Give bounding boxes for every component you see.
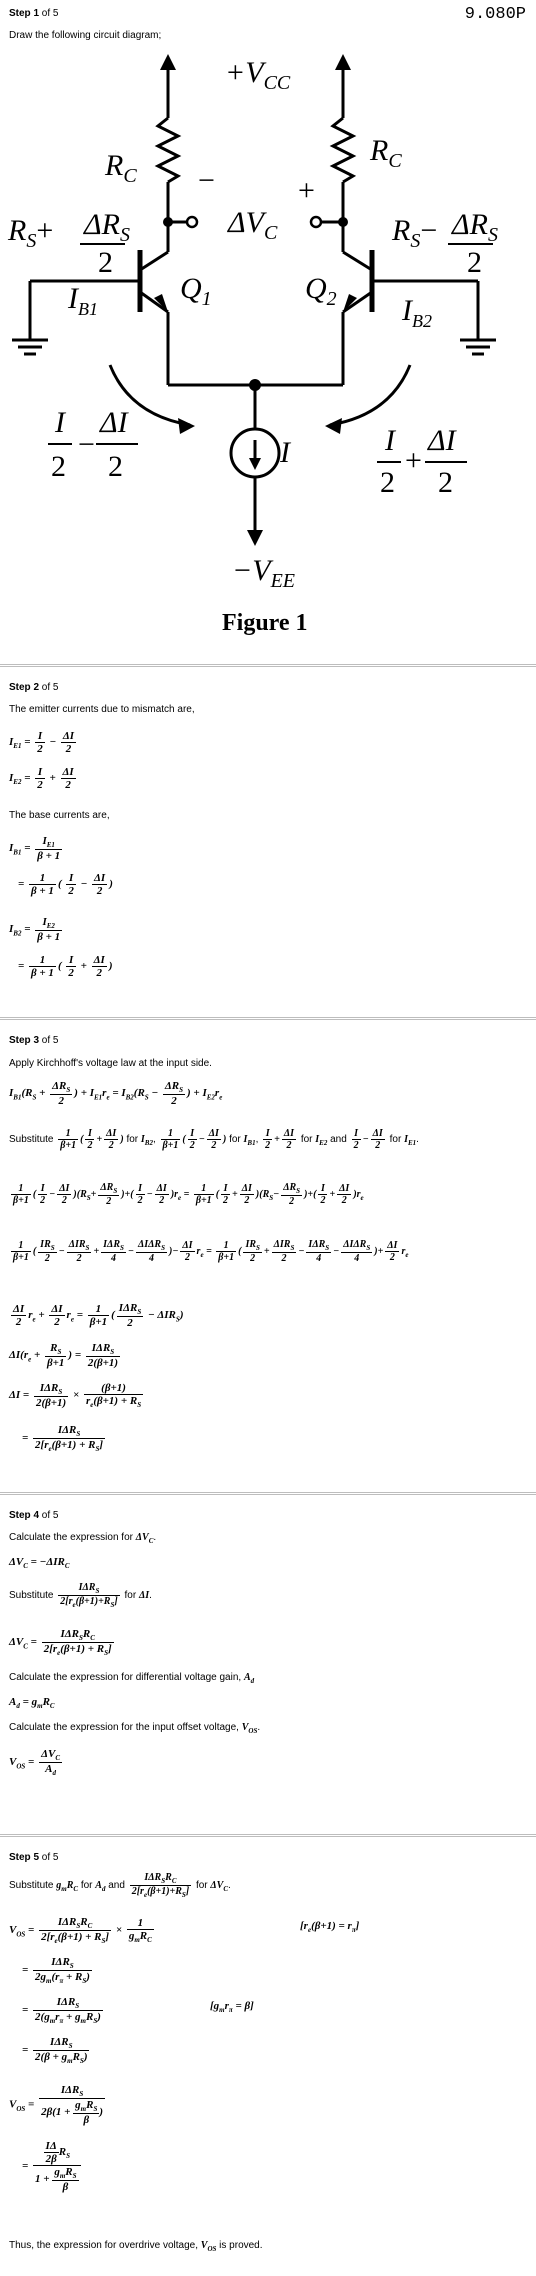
rc-right-label: $R_C$ xyxy=(370,134,402,172)
step-2-text-2: The base currents are, xyxy=(9,810,110,821)
eq-delta-vc: $\Delta V_C = -\Delta IR_C$ xyxy=(9,1556,70,1571)
ib2-label: $I_{B2}$ xyxy=(402,294,432,331)
note-re: $[r_e(\beta+1) = r_\pi]$ xyxy=(300,1920,360,1935)
rc-left-resistor xyxy=(158,118,178,182)
step-2-header: Step 2 of 5 xyxy=(9,682,59,693)
svg-text:2: 2 xyxy=(51,450,66,483)
step-3-header: Step 3 of 5 xyxy=(9,1035,59,1046)
step-3-text: Apply Kirchhoff's voltage law at the input side. xyxy=(9,1058,212,1069)
eq-vos: $V_{OS}$ = $\frac{\Delta V_C}{A_d}$ xyxy=(9,1748,60,1778)
rs-left-label: $R_S+$ xyxy=(8,214,54,252)
step-5-substitute: Substitute $g_mR_C$ for $A_d$ and $\frac{I\Delta R_SR_C}{2[r_e(\beta+1)+R_S]}$ for $\Delta V_C$. xyxy=(9,1872,231,1899)
i-left-b: ΔI xyxy=(100,406,128,439)
rs-right-delta: $\Delta R_S$ xyxy=(452,208,498,246)
eq-step3-f: = $\frac{I\Delta R_S}{2[r_e(\beta+1) + R_S]}$ xyxy=(22,1424,104,1454)
step-2-text-1: The emitter currents due to mismatch are, xyxy=(9,704,195,715)
separator xyxy=(0,664,536,667)
vee-label: $-V_{EE}$ xyxy=(232,554,296,592)
circuit-diagram xyxy=(0,40,536,640)
eq-ie1: $I_{E1}$ = $\frac{I}{2}$ − $\frac{\Delta I}{2}$ xyxy=(9,730,75,755)
eq-step3-e: ΔI = $\frac{I\Delta R_S}{2(\beta+1)}$ × $\frac{(\beta+1)}{r_e(\beta+1) + R_S}$ xyxy=(9,1382,142,1410)
step-3-substitute: Substitute $\frac{1}{\beta+1}$ ( $\frac{I}{2}$ + $\frac{\Delta I}{2}$ ) for $I_{B2}$, $\frac{1}{\beta+1}$ ( $\frac{I}{2}$ − $\frac{\Delta I}{2}$ ) for $I_{B1}$, $\frac{I}{2}$ + $\frac{\Delta I}{2}$ for $I_{E2}$ and $\frac{I}{2}$ − $\frac{\Delta I}{2}$ for $I_{E1}$. xyxy=(9,1128,419,1151)
emitter-node xyxy=(249,379,261,391)
source-arrowhead xyxy=(249,458,261,470)
eq-ib2-b: = $\frac{1}{\beta + 1}$ ( $\frac{I}{2}$ + $\frac{\Delta I}{2}$ ) xyxy=(18,954,113,979)
rs-left-two: 2 xyxy=(98,246,113,279)
left-arrowhead xyxy=(178,418,195,434)
q1-label: $Q_1$ xyxy=(180,272,212,310)
eq-ib1-a: $I_{B1}$ = $\frac{I_{E1}}{\beta + 1}$ xyxy=(9,835,61,863)
svg-text:2: 2 xyxy=(380,466,395,499)
source-label: I xyxy=(280,436,290,469)
plus-label: + xyxy=(298,174,315,207)
eq-step3-b: $\frac{1}{\beta+1}$ ( $\frac{IR_S}{2}$ − $\frac{\Delta IR_S}{2}$ + $\frac{I\Delta R_S}{4}$ − $\frac{\Delta I\Delta R_S}{4}$ )− $\frac{\Delta I}{2}$ $r_e$ = $\frac{1}{\beta+1}$ ( $\frac{IR_S}{2}$ + $\frac{\Delta IR_S}{2}$ − $\frac{I\Delta R_S}{4}$ − $\frac{\Delta I\Delta R_S}{4}$ )+ $\frac{\Delta I}{2}$ $r_e$ xyxy=(13,1239,409,1264)
step-1-header: Step 1 of 5 xyxy=(9,8,59,19)
eq-ib2-a: $I_{B2}$ = $\frac{I_{E2}}{\beta + 1}$ xyxy=(9,916,61,944)
separator xyxy=(0,1492,536,1495)
eq-vos-d: = $\frac{I\Delta R_S}{2(\beta + g_mR_S)}$ xyxy=(22,2036,88,2066)
eq-ad: $A_d = g_mR_C$ xyxy=(9,1696,55,1711)
step-4-text-3: Calculate the expression for the input offset voltage, $V_{OS}$. xyxy=(9,1722,261,1735)
eq-step3-c: $\frac{\Delta I}{2}$ $r_e$ + $\frac{\Delta I}{2}$ $r_e$ = $\frac{1}{\beta+1}$ ( $\frac{I\Delta R_S}{2}$ − $\Delta IR_S$) xyxy=(13,1302,184,1330)
eq-step3-a: $\frac{1}{\beta+1}$ ( $\frac{I}{2}$ − $\frac{\Delta I}{2}$ )($R_S+$ $\frac{\Delta R_S}{2}$ )+( $\frac{I}{2}$ − $\frac{\Delta I}{2}$ )$r_e$ = $\frac{1}{\beta+1}$ ( $\frac{I}{2}$ + $\frac{\Delta I}{2}$ )($R_S-$ $\frac{\Delta R_S}{2}$ )+( $\frac{I}{2}$ + $\frac{\Delta I}{2}$ )$r_e$ xyxy=(13,1182,364,1207)
i-right-b: ΔI xyxy=(428,424,456,457)
rc-left-label: $R_C$ xyxy=(105,149,137,187)
eq-ib1-b: = $\frac{1}{\beta + 1}$ ( $\frac{I}{2}$ − $\frac{\Delta I}{2}$ ) xyxy=(18,872,113,897)
eq-step3-d: $\Delta I(r_e$ + $\frac{R_S}{\beta+1}$ ) = $\frac{I\Delta R_S}{2(\beta+1)}$ xyxy=(9,1342,119,1370)
note-gm: $[g_mr_\pi = \beta]$ xyxy=(210,2000,254,2015)
step-5 xyxy=(0,1840,536,2276)
minus-label: − xyxy=(198,164,215,197)
right-arrowhead xyxy=(325,418,342,434)
eq-vos-c: = $\frac{I\Delta R_S}{2(g_mr_\pi + g_mR_S)}$ xyxy=(22,1996,101,2026)
svg-text:2: 2 xyxy=(108,450,123,483)
rs-right-label: $R_S-$ xyxy=(392,214,438,252)
rs-left-delta: $\Delta R_S$ xyxy=(84,208,130,246)
step-5-conclusion: Thus, the expression for overdrive voltage, $V_{OS}$ is proved. xyxy=(9,2240,263,2253)
separator xyxy=(0,1834,536,1837)
delta-vc-label: $\Delta V_C$ xyxy=(228,206,278,244)
step-3 xyxy=(0,1024,536,1486)
step-5-header: Step 5 of 5 xyxy=(9,1852,59,1863)
vcc-left-arrowhead xyxy=(160,54,176,70)
vee-arrowhead xyxy=(247,530,263,546)
svg-text:+: + xyxy=(405,444,422,477)
problem-code: 9.080P xyxy=(464,5,526,24)
eq-vos-a: $V_{OS}$ = $\frac{I\Delta R_SR_C}{2[r_e(\beta+1) + R_S]}$ × $\frac{1}{g_mR_C}$ xyxy=(9,1916,152,1946)
vcc-label: $+V_{CC}$ xyxy=(225,56,291,94)
step-2 xyxy=(0,670,536,1010)
step-4-header: Step 4 of 5 xyxy=(9,1510,59,1521)
q2-label: $Q_2$ xyxy=(305,272,337,310)
i-left-a: I xyxy=(55,406,65,439)
eq-ie2: $I_{E2}$ = $\frac{I}{2}$ + $\frac{\Delta I}{2}$ xyxy=(9,766,74,791)
step-4-text-1: Calculate the expression for $\Delta V_C$. xyxy=(9,1532,157,1545)
step-1 xyxy=(0,0,536,660)
ib1-label: $I_{B1}$ xyxy=(68,282,98,319)
separator xyxy=(0,1017,536,1020)
figure-caption: Figure 1 xyxy=(222,610,308,636)
step-4 xyxy=(0,1498,536,1828)
i-right-a: I xyxy=(385,424,395,457)
rc-right-resistor xyxy=(333,118,353,182)
step-4-text-2: Calculate the expression for differential voltage gain, $A_d$ xyxy=(9,1672,255,1685)
step-4-substitute: Substitute $\frac{I\Delta R_S}{2[r_e(\beta+1)+R_S]}$ for ΔI. xyxy=(9,1582,152,1609)
eq-delta-vc-result: $\Delta V_C$ = $\frac{I\Delta R_SR_C}{2[r_e(\beta+1) + R_S]}$ xyxy=(9,1628,112,1658)
rs-right-two: 2 xyxy=(467,246,482,279)
step-1-text: Draw the following circuit diagram; xyxy=(9,30,162,41)
eq-vos-b: = $\frac{I\Delta R_S}{2g_m(r_\pi + R_S)}$ xyxy=(22,1956,90,1986)
svg-text:2: 2 xyxy=(438,466,453,499)
eq-vos-f: = $\frac{I\Delta}{2\beta}$ $R_S$ 1 + $\frac{g_mR_S}{\beta}$ xyxy=(22,2140,83,2193)
eq-vos-e: $V_{OS}$ = $I\Delta R_S$ 2β(1 + $\frac{g_mR_S}{\beta}$ ) xyxy=(9,2084,104,2127)
svg-text:−: − xyxy=(78,428,95,461)
vcc-right-arrowhead xyxy=(335,54,351,70)
eq-kvl: $I_{B1}(R_S$ + $\frac{\Delta R_S}{2}$ ) + $I_{E1}r_e = I_{B2}(R_S$ − $\frac{\Delta R_S}{2}$ ) + $I_{E2}r_e$ xyxy=(9,1080,223,1108)
